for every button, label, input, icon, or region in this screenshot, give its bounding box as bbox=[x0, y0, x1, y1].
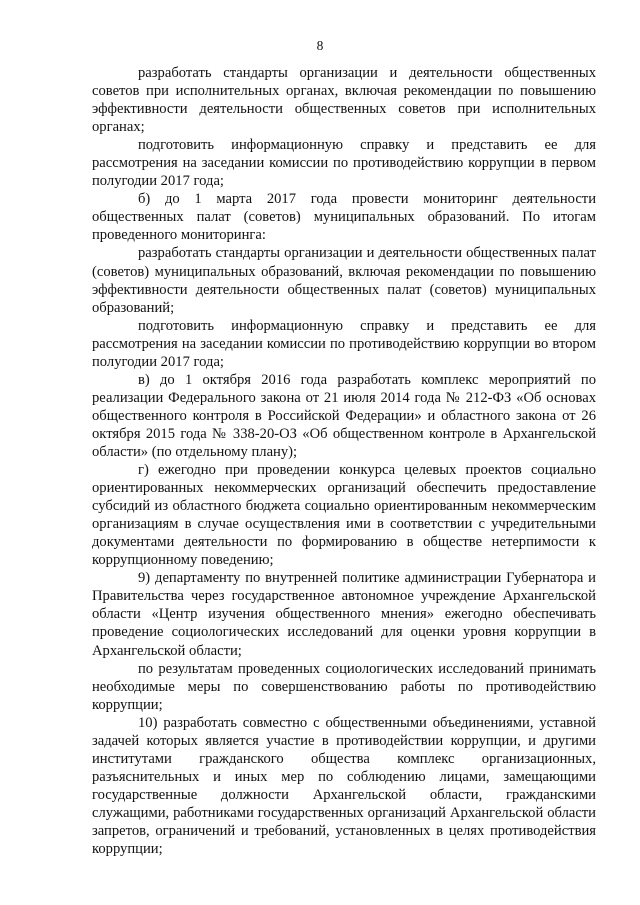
paragraph: 10) разработать совместно с общественными объединениями, уставной задачей которых является участие в противодействии коррупции, и другими институтами гражданского общества комплекс организационных, разъяснительных и иных мер по соблюдению лицами, замещающими государственные должности Архангельской области, гражданскими служащими, работниками государственных организаций Архангельской области запретов, ограничений и требований, установленных в целях противодействия коррупции; bbox=[92, 714, 596, 858]
paragraph: 9) департаменту по внутренней политике администрации Губернатора и Правительства через государственное автономное учреждение Архангельской области «Центр изучения общественного мнения» ежегодно обеспечивать проведение социологических исследований для оценки уровня коррупции в Архангельской области; bbox=[92, 570, 596, 659]
paragraph: разработать стандарты организации и деятельности общественных палат (советов) муниципальных образований, включая рекомендации по повышению эффективности деятельности общественных палат (советов) муниципальных образований; bbox=[92, 245, 596, 316]
document-body bbox=[92, 64, 596, 858]
paragraph: б) до 1 марта 2017 года провести мониторинг деятельности общественных палат (советов) муниципальных образований. По итогам проведенного мониторинга: bbox=[92, 191, 596, 244]
paragraph: разработать стандарты организации и деятельности общественных советов при исполнительных органах, включая рекомендации по повышению эффективности деятельности общественных советов при исполнительных органах; bbox=[92, 65, 596, 136]
paragraph: в) до 1 октября 2016 года разработать комплекс мероприятий по реализации Федерального закона от 21 июля 2014 года № 212-ФЗ «Об основах общественного контроля в Российской Федерации» и областного закона от 26 октября 2015 года № 338-20-ОЗ «Об общественном контроле в Архангельской области» (по отдельному плану); bbox=[92, 371, 596, 460]
paragraph: подготовить информационную справку и представить ее для рассмотрения на заседании комиссии по противодействию коррупции во втором полугодии 2017 года; bbox=[92, 317, 596, 370]
page-number: 8 bbox=[316, 38, 324, 53]
paragraph: подготовить информационную справку и представить ее для рассмотрения на заседании комиссии по противодействию коррупции в первом полугодии 2017 года; bbox=[92, 137, 596, 190]
paragraph: г) ежегодно при проведении конкурса целевых проектов социально ориентированных некоммерческих организаций обеспечить предоставление субсидий из областного бюджета социально ориентированным некоммерческим организациям в случае осуществления ими в соответствии с учредительными документами деятельности по формированию в обществе нетерпимости к коррупционному поведению; bbox=[92, 462, 596, 569]
paragraph: по результатам проведенных социологических исследований принимать необходимые меры по совершенствованию работы по противодействию коррупции; bbox=[92, 660, 596, 713]
